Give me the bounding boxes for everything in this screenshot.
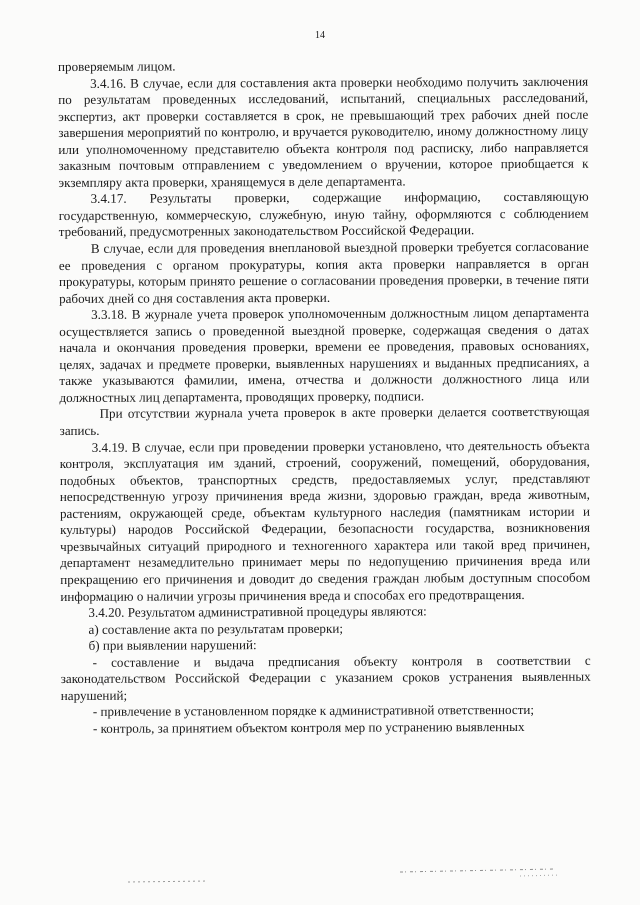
paragraph-prosecutor-approval: В случае, если для проведения внеплановой выездной проверки требуется согласование ее проведения с органом прокуратуры, копия акта проверки направляется в орган прокуратуры, которым принято решение о согласовании проведения проверки, в течение пяти рабочих дней со дня составления акта проверки. <box>58 238 589 306</box>
list-item-b: б) при выявлении нарушений: <box>88 637 257 654</box>
paragraph-continuation: проверяемым лицом. <box>58 58 176 74</box>
list-item-a: а) составление акта по результатам проверки; <box>88 620 343 637</box>
paragraph-3-4-17: 3.4.17. Результаты проверки, содержащие информацию, составляющую государственную, коммерческую, служебную, иную тайну, оформляются с соблюдением требований, предусмотренных законодательством Российской Федерации. <box>58 189 589 240</box>
paragraph-3-4-19: 3.4.19. В случае, если при проведении проверки установлено, что деятельность объекта контроля, эксплуатация им зданий, строений, сооружений, помещений, оборудования, подобных объектов, транспортных средств, предоставляемых услуг, представляют непосредственную угрозу причинения вреда жизни, здоровью граждан, вреда животным, растениям, окружающей среде, объектам культурного наследия (памятникам истории и культуры) народов Российской Федерации, безопасности государства, возникновения чрезвычайных ситуаций природного и техногенного характера или такой вред причинен, департамент незамедлительно принимает меры по недопущению причинения вреда или прекращению его причинения и доводит до сведения граждан любым доступным способом информацию о наличии угрозы причинения вреда и способах его предотвращения. <box>59 437 591 604</box>
list-item-control: - контроль, за принятием объектом контроля мер по устранению выявленных <box>92 718 525 736</box>
paragraph-no-journal: При отсутствии журнала учета проверок в акте проверки делается соответствующая запись. <box>59 404 590 439</box>
paragraph-3-3-18: 3.3.18. В журнале учета проверок уполномоченным должностным лицом департамента осуществляется запись о проведенной выездной проверке, содержащая сведения о датах начала и окончания проведения проверки, времени ее проведения, правовых основаниях, целях, задачах и предмете проверки, выявленных нарушениях и выданных предписаниях, а также указываются фамилии, имена, отчества и должности должностного лица или должностных лиц департамента, проводящих проверку, подписи. <box>59 304 590 405</box>
list-item-prescription: - составление и выдача предписания объекту контроля в соответствии с законодательством Российской Федерации с указанием сроков устранения выявленных нарушений; <box>60 652 591 703</box>
page-number: 14 <box>315 30 325 41</box>
paragraph-3-4-20: 3.4.20. Результатом административной процедуры являются: <box>88 603 427 620</box>
paragraph-3-4-16: 3.4.16. В случае, если для составления акта проверки необходимо получить заключения по результатам проведенных исследований, испытаний, специальных расследований, экспертиз, акт проверки составляется в срок, не превышающий трех рабочих дней после завершения мероприятий по контролю, и вручается руководителю, иному должностному лицу или уполномоченному представителю объекта контроля под расписку, либо направляется заказным почтовым отправлением с уведомлением о вручении, которое приобщается к экземпляру акта проверки, хранящемуся в деле департамента. <box>58 73 589 190</box>
list-item-liability: - привлечение в установленном порядке к административной ответственности; <box>92 702 535 720</box>
